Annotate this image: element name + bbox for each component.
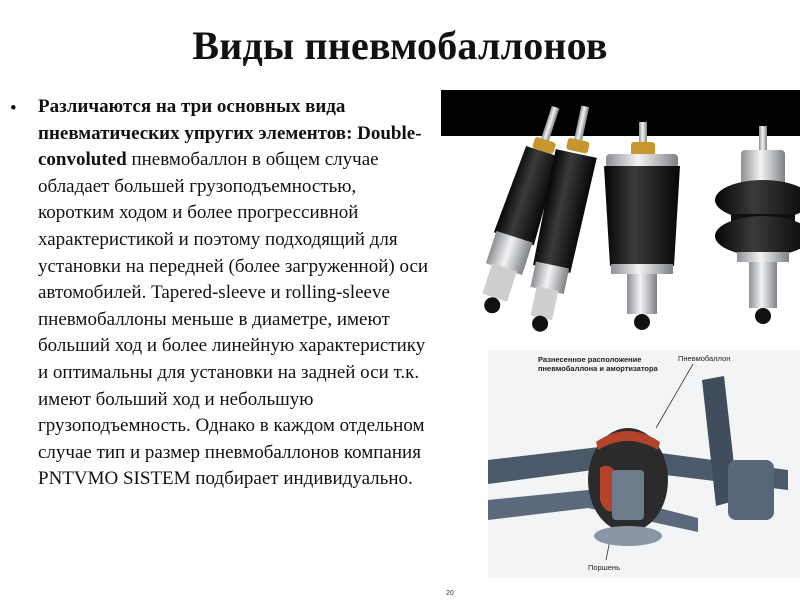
- page-number: 20: [446, 590, 454, 597]
- air-spring-shocks-photo: [441, 90, 800, 342]
- sleeve-shock-straight: [604, 122, 680, 330]
- piston: [612, 470, 644, 520]
- piston-base: [594, 526, 662, 546]
- diagram-heading: Разнесенное расположение пневмобаллона и амортизатора: [538, 355, 658, 373]
- airbag-label: Пневмобаллон: [678, 354, 731, 363]
- body-paragraph: [38, 94, 433, 493]
- bullet-marker: •: [10, 98, 17, 119]
- top-black-band: [441, 90, 800, 136]
- slide-title: Виды пневмобаллонов: [192, 23, 608, 68]
- body-text-rest: пневмобаллон в общем случае обладает большей грузоподъемностью, коротким ходом и более прогрессивной характеристикой и поэтому подходящий для установки на передней (более загруженной) оси автомобилей. Tapered-sleeve и rolling-sleeve пневмобаллоны меньше в диаметре, имеют больший ход и более линейную характеристику и оптимальны для установки на задней оси т.к. имеют больший ход и небольшую грузоподъемность. Однако в каждом отдельном случае тип и размер пневмобаллонов компания PNTVMO SISTEM подбирает индивидуально.: [38, 149, 429, 490]
- double-convoluted-shock: [715, 126, 800, 324]
- suspension-illustration: [488, 350, 800, 578]
- body-bold-intro: Различаются на три основных вида пневматических упругих элементов: Double-convoluted: [38, 96, 422, 171]
- shock-absorbers-illustration: [441, 90, 800, 342]
- piston-label: Поршень: [588, 563, 620, 572]
- hub-bracket: [728, 460, 774, 520]
- suspension-cutaway-diagram: [488, 350, 800, 578]
